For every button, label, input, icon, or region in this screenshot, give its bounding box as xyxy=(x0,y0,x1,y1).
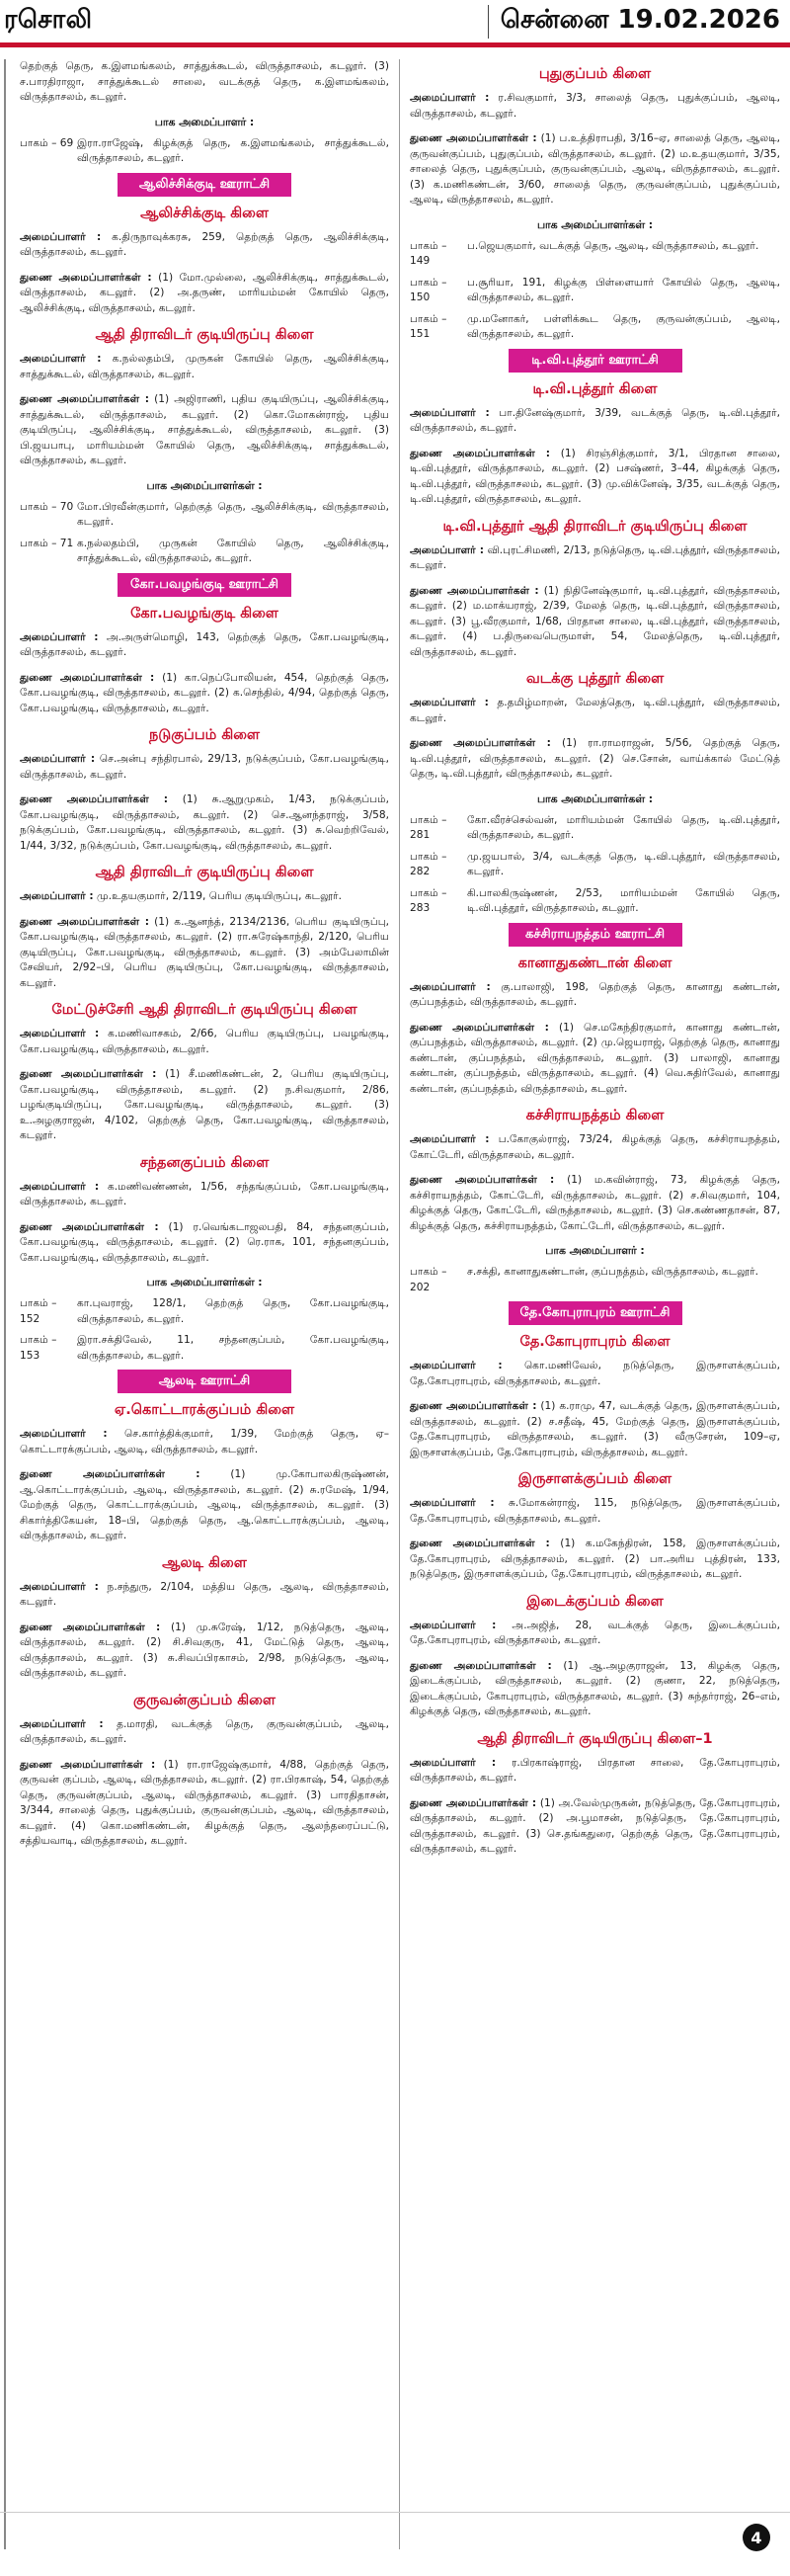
role-label: துணை அமைப்பாளர்கள் : xyxy=(410,1174,555,1186)
branch-title: மேட்டுச்சேரி ஆதி திராவிடர் குடியிருப்பு கிளை xyxy=(51,1002,357,1018)
role-label: அமைப்பாளர் : xyxy=(20,1180,100,1193)
deputies-paragraph xyxy=(410,1173,780,1234)
deputies-paragraph xyxy=(410,1796,780,1858)
organiser-paragraph xyxy=(20,352,389,382)
branch-title: கச்சிராயநத்தம் கிளை xyxy=(525,1108,665,1123)
booth-text: இரா.சக்திவேல், 11, சந்தனகுப்பம், கோ.பவழங்குடி, விருத்தாசலம், கடலூர். xyxy=(77,1334,389,1362)
booth-text: ப.சூரியா, 191, கிழக்கு பிள்ளையார் கோயில் தெரு, ஆலடி, விருத்தாசலம், கடலூர். xyxy=(467,276,780,303)
dateline: சென்னை 19.02.2026 xyxy=(500,5,780,35)
role-label: துணை அமைப்பாளர்கள் : xyxy=(410,584,539,597)
booth-number: பாகம் – 151 xyxy=(410,312,447,340)
deputies-text: (1) க.ஆனந்த், 2134/2136, பெரிய குடியிருப்பு, கோ.பவழங்குடி, விருத்தாசலம், கடலூர். (2) ரா.சுரேஷ்காந்தி, 2/120, பெரிய குடியிருப்பு, கோ.பவழங்குடி, விருத்தாசலம், கடலூர். (3) அம்பேலாமின் சேவியர், 2/92–பி, பெரிய குடியிருப்பு, கோ.பவழங்குடி, விருத்தாசலம், கடலூர். xyxy=(20,915,390,989)
footer-rule xyxy=(0,2512,790,2513)
branch-title: தே.கோபுராபுரம் கிளை xyxy=(519,1334,671,1350)
page-number: 4 xyxy=(743,2524,770,2551)
branch-title: ஆதி திராவிடர் குடியிருப்பு கிளை–1 xyxy=(477,1730,713,1747)
booth-heading: பாக அமைப்பாளர்கள் : xyxy=(536,791,654,805)
booth-entry xyxy=(20,1296,389,1327)
booth-number: பாகம் – 152 xyxy=(20,1297,57,1325)
organiser-text: செ.கார்த்திக்குமார், 1/39, மேற்குத் தெரு, ஏ–கொட்டாரக்குப்பம், ஆலடி, விருத்தாசலம், கடலூர். xyxy=(20,1428,389,1455)
branch-title: ஆலடி கிளை xyxy=(162,1554,247,1571)
booth-entry xyxy=(410,850,780,880)
booth-text: மு.ஜயபால், 3/4, வடக்குத் தெரு, டி.வி.புத்தூர், விருத்தாசலம், கடலூர். xyxy=(467,850,780,877)
role-label: அமைப்பாளர் : xyxy=(410,1756,497,1769)
branch-title: குருவன்குப்பம் கிளை xyxy=(133,1692,276,1708)
role-label: துணை அமைப்பாளர்கள் : xyxy=(410,1021,549,1034)
role-label: அமைப்பாளர் : xyxy=(20,230,102,243)
booth-number: பாகம் – 71 xyxy=(20,537,74,549)
role-label: துணை அமைப்பாளர்கள் : xyxy=(20,393,149,405)
deputies-paragraph xyxy=(410,1659,780,1720)
booth-heading: பாக அமைப்பாளர்கள் : xyxy=(536,217,654,231)
panchayat-band: கோ.பவழங்குடி ஊராட்சி xyxy=(118,573,291,597)
organiser-text: கு.பாலாஜி, 198, தெற்குத் தெரு, கானாது கண்டான், குப்பநத்தம், விருத்தாசலம், கடலூர். xyxy=(410,980,780,1008)
role-label: துணை அமைப்பாளர்கள் : xyxy=(20,1620,161,1633)
deputies-text: (1) அ.வேல்முருகன், நடுத்தெரு, தே.கோபுராபுரம், விருத்தாசலம், கடலூர். (2) அ.பூமாசன், நடுத்தெரு, தே.கோபுராபுரம், விருத்தாசலம், கடலூர். (3) செ.தங்கதுரை, தெற்குத் தெரு, தே.கோபுராபுரம், விருத்தாசலம், கடலூர். xyxy=(410,1796,781,1855)
deputies-text: (1) ம.கவின்ராஜ், 73, கிழக்குத் தெரு, கச்சிராயநத்தம், கோட்டேரி, விருத்தாசலம், கடலூர். (2) ச.சிவகுமார், 104, கிழக்குத் தெரு, கோட்டேரி, விருத்தாசலம், கடலூர். (3) செ.கண்ணதாசன், 87, கிழக்குத் தெரு, கச்சிராயநத்தம், கோட்டேரி, விருத்தாசலம், கடலூர். xyxy=(410,1174,780,1232)
role-label: அமைப்பாளர் : xyxy=(410,543,484,556)
organiser-text: த.தமிழ்மாறன், மேலத்தெரு, டி.வி.புத்தூர், விருத்தாசலம், கடலூர். xyxy=(410,697,780,724)
organiser-paragraph xyxy=(410,91,780,122)
role-label: துணை அமைப்பாளர்கள் : xyxy=(410,1537,550,1549)
organiser-paragraph xyxy=(410,980,780,1011)
organiser-text: கொ.மணிவேல், நடுத்தெரு, இருசாளக்குப்பம், தே.கோபுராபுரம், விருத்தாசலம், கடலூர். xyxy=(410,1360,780,1387)
booth-number: பாகம் – 282 xyxy=(410,850,447,877)
branch-title: நடுகுப்பம் கிளை xyxy=(148,727,261,743)
booth-entry xyxy=(20,1333,389,1364)
organiser-text: செ.அன்பு சந்திரபால், 29/13, நடுக்குப்பம், கோ.பவழங்குடி, விருத்தாசலம், கடலூர். xyxy=(20,753,389,781)
deputies-paragraph xyxy=(20,671,389,717)
booth-heading: பாக அமைப்பாளர் : xyxy=(545,1244,645,1257)
booth-entry xyxy=(410,813,780,844)
booth-heading: பாக அமைப்பாளர் : xyxy=(154,115,255,128)
organiser-text: ர.சிவகுமார், 3/3, சாலைத் தெரு, புதுக்குப்பம், ஆலடி, விருத்தாசலம், கடலூர். xyxy=(410,92,780,120)
deputies-paragraph xyxy=(20,392,389,469)
deputies-paragraph xyxy=(20,1758,389,1850)
deputies-paragraph xyxy=(410,584,780,661)
role-label: துணை அமைப்பாளர்கள் : xyxy=(410,1796,537,1809)
deputies-text: (1) நிதினேஷ்குமார், டி.வி.புத்தூர், விருத்தாசலம், கடலூர். (2) ம.மாக்யராஜ், 2/39, மேலத் தெரு, டி.வி.புத்தூர், விருத்தாசலம், கடலூர். (3) பூ.வீரகுமார், 1/68, பிரதான சாலை, டி.வி.புத்தூர், விருத்தாசலம், கடலூர். (4) ப.திருவைபெருமாள், 54, மேலத்தெரு, டி.வி.புத்தூர், விருத்தாசலம், கடலூர். xyxy=(410,584,781,658)
deputies-text: (1) சு.ஆறுமுகம், 1/43, நடுக்குப்பம், கோ.பவழங்குடி, விருத்தாசலம், கடலூர். (2) செ.ஆனந்தராஜ், 3/58, நடுக்குப்பம், கோ.பவழங்குடி, விருத்தாசலம், கடலூர். (3) சு.வெற்றிவேல், 1/44, 3/32, நடுக்குப்பம், கோ.பவழங்குடி, விருத்தாசலம், கடலூர். xyxy=(20,793,389,852)
organiser-paragraph xyxy=(20,1027,389,1057)
organiser-text: அ.அருள்மொழி, 143, தெற்குத் தெரு, கோ.பவழங்குடி, விருத்தாசலம், கடலூர். xyxy=(20,630,389,658)
role-label: அமைப்பாளர் : xyxy=(410,697,489,708)
booth-number: பாகம் – 150 xyxy=(410,276,447,303)
booth-text: க.நல்லதம்பி, முருகன் கோயில் தெரு, ஆலிச்சிக்குடி, சாத்துக்கூடல், விருத்தாசலம், கடலூர். xyxy=(77,537,389,564)
panchayat-band: ஆலடி ஊராட்சி xyxy=(118,1370,291,1393)
organiser-text: ர.பிரகாஷ்ராஜ், பிரதான சாலை, தே.கோபுராபுரம், விருத்தாசலம், கடலூர். xyxy=(410,1756,780,1784)
role-label: அமைப்பாளர் : xyxy=(410,1133,490,1145)
organiser-paragraph xyxy=(20,630,389,661)
intro-paragraph: தெற்குத் தெரு, க.இளமங்கலம், சாத்துக்கூடல், விருத்தாசலம், கடலூர். (3) ச.பாரதிராஜா, சாத்துக்கூடல் சாலை, வடக்குத் தெரு, க.இளமங்கலம், விருத்தாசலம், கடலூர். xyxy=(20,60,389,103)
panchayat-band: ஆலிச்சிக்குடி ஊராட்சி xyxy=(118,173,291,197)
deputies-text: (1) மு.கோபாலகிருஷ்ணன், ஆ.கொட்டாரக்குப்பம், ஆலடி, விருத்தாசலம், கடலூர். (2) சு.ரமேஷ், 1/94, மேற்குத் தெரு, கொட்டாரக்குப்பம், ஆலடி, விருத்தாசலம், கடலூர். (3) சிகார்த்திகேயன், 18–பி, தெற்குத் தெரு, ஆ.கொட்டாரக்குப்பம், ஆலடி, விருத்தாசலம், கடலூர். xyxy=(20,1468,389,1541)
column-divider xyxy=(399,59,400,2549)
branch-title: இடைக்குப்பம் கிளை xyxy=(526,1593,664,1610)
organiser-paragraph xyxy=(410,1496,780,1527)
role-label: துணை அமைப்பாளர்கள் : xyxy=(20,1068,157,1080)
dateline-group xyxy=(488,5,780,39)
masthead xyxy=(0,0,790,47)
deputies-paragraph xyxy=(20,1220,389,1267)
branch-title: புதுகுப்பம் கிளை xyxy=(538,66,652,82)
deputies-text: (1) மோ.முல்லை, ஆலிச்சிக்குடி, சாத்துக்கூடல், விருத்தாசலம், கடலூர். (2) அ.தருண், மாரியம்மன் கோயில் தெரு, ஆலிச்சிக்குடி, விருத்தாசலம், கடலூர். xyxy=(20,271,389,314)
deputies-text: (1) ஆ.அழகுராஜன், 13, கிழக்கு தெரு, இடைக்குப்பம், விருத்தாசலம், கடலூர். (2) குணா, 22, நடுத்தெரு, இடைக்குப்பம், கோபுராபுரம், விருத்தாசலம், கடலூர். (3) சுந்தர்ராஜ், 26–எம், கிழக்குத் தெரு, விருத்தாசலம், கடலூர். xyxy=(410,1659,781,1717)
deputies-text: (1) ரா.ராஜேஷ்குமார், 4/88, தெற்குத் தெரு, குருவன் குப்பம், ஆலடி, விருத்தாசலம், கடலூர். (2) ரா.பிரகாஷ், 54, தெற்குத் தெரு, குருவன்குப்பம், ஆலடி, விருத்தாசலம், கடலூர். (3) பாரதிதாசன், 3/344, சாலைத் தெரு, புதுக்குப்பம், குருவன்குப்பம், ஆலடி, விருத்தாசலம், கடலூர். (4) கொ.மணிகண்டன், கிழக்குத் தெரு, ஆலந்தரைப்பட்டு, சத்தியவாடி, விருத்தாசலம், கடலூர். xyxy=(20,1758,389,1847)
booth-heading: பாக அமைப்பாளர்கள் : xyxy=(146,478,263,492)
role-label: அமைப்பாளர் : xyxy=(410,1619,497,1631)
branch-title: ஆலிச்சிக்குடி கிளை xyxy=(140,205,269,221)
organiser-paragraph xyxy=(410,696,780,726)
deputies-text: (1) சீ.மணிகண்டன், 2, பெரிய குடியிருப்பு, கோ.பவழங்குடி, விருத்தாசலம், கடலூர். (2) ந.சிவகுமார், 2/86, பழங்குடியிருப்பு, கோ.பவழங்குடி, விருத்தாசலம், கடலூர். (3) உ.அழகுராஜன், 4/102, தெற்குத் தெரு, கோ.பவழங்குடி, விருத்தாசலம், கடலூர். xyxy=(20,1068,389,1141)
deputies-text: (1) அஜிராணி, புதிய குடியிருப்பு, ஆலிச்சிக்குடி, சாத்துக்கூடல், விருத்தாசலம், கடலூர். (2) கொ.மோகன்ராஜ், புதிய குடியிருப்பு, ஆலிச்சிக்குடி, சாத்துக்கூடல், விருத்தாசலம், கடலூர். (3) பி.ஜயபாபு, மாரியம்மன் கோயில் தெரு, ஆலிச்சிக்குடி, சாத்துக்கூடல், விருத்தாசலம், கடலூர். xyxy=(20,393,389,466)
booth-text: மோ.பிரவீன்குமார், தெற்குத் தெரு, ஆலிச்சிக்குடி, விருத்தாசலம், கடலூர். xyxy=(77,500,389,528)
branch-title: இருசாளக்குப்பம் கிளை xyxy=(517,1471,672,1487)
role-label: அமைப்பாளர் : xyxy=(20,353,102,365)
organiser-text: மு.உதயகுமார், 2/119, பெரிய குடியிருப்பு, கடலூர். xyxy=(93,890,342,902)
booth-number: பாகம் – 70 xyxy=(20,500,74,513)
role-label: அமைப்பாளர் : xyxy=(20,753,96,765)
deputies-text: (1) ப.உத்திராபதி, 3/16–ஏ, சாலைத் தெரு, ஆலடி, குருவன்குப்பம், புதுகுப்பம், விருத்தாசலம், கடலூர். (2) ம.உதயகுமார், 3/35, சாலைத் தெரு, புதுக்குப்பம், குருவன்குப்பம், ஆலடி, விருத்தாசலம், கடலூர். (3) க.மணிகண்டன், 3/60, சாலைத் தெரு, குருவன்குப்பம், புதுக்குப்பம், ஆலடி, விருத்தாசலம், கடலூர். xyxy=(410,132,781,206)
role-label: அமைப்பாளர் : xyxy=(410,92,490,104)
role-label: அமைப்பாளர் : xyxy=(20,1428,108,1440)
branch-title: டி.வி.புத்தூர் ஆதி திராவிடர் குடியிருப்பு கிளை xyxy=(442,518,748,535)
header-separator xyxy=(488,5,489,39)
booth-heading: பாக அமைப்பாளர்கள் : xyxy=(146,1276,263,1288)
role-label: துணை அமைப்பாளர்கள் : xyxy=(20,1468,200,1480)
panchayat-band: தே.கோபுராபுரம் ஊராட்சி xyxy=(509,1301,682,1325)
booth-text: கோ.வீரச்செல்வன், மாரியம்மன் கோயில் தெரு, டி.வி.புத்தூர், விருத்தாசலம், கடலூர். xyxy=(467,813,780,841)
branch-title: டி.வி.புத்தூர் கிளை xyxy=(532,380,658,397)
role-label: துணை அமைப்பாளர்கள் : xyxy=(20,915,149,928)
booth-entry xyxy=(410,886,780,917)
organiser-text: பா.தினேஷ்குமார், 3/39, வடக்குத் தெரு, டி.வி.புத்தூர், விருத்தாசலம், கடலூர். xyxy=(410,406,780,434)
role-label: துணை அமைப்பாளர்கள் : xyxy=(20,1220,159,1233)
role-label: அமைப்பாளர் : xyxy=(410,1360,503,1371)
role-label: துணை அமைப்பாளர்கள் : xyxy=(20,271,152,284)
deputies-paragraph xyxy=(410,131,780,208)
deputies-paragraph xyxy=(410,1399,780,1460)
branch-title: கானாதுகண்டான் கிளை xyxy=(517,955,672,971)
role-label: அமைப்பாளர் : xyxy=(20,1028,100,1039)
role-label: அமைப்பாளர் : xyxy=(20,1580,99,1593)
organiser-paragraph xyxy=(20,230,389,261)
booth-entry xyxy=(410,312,780,343)
booth-text: மு.மனோகர், பள்ளிக்கூட தெரு, குருவன்குப்பம், ஆலடி, விருத்தாசலம், கடலூர். xyxy=(467,312,780,340)
role-label: துணை அமைப்பாளர்கள் : xyxy=(410,447,551,459)
role-label: அமைப்பாளர் : xyxy=(20,630,99,643)
role-label: அமைப்பாளர் : xyxy=(410,1497,495,1509)
deputies-text: (1) ரா.ராமராஜன், 5/56, தெற்குத் தெரு, டி.வி.புத்தூர், விருத்தாசலம், கடலூர். (2) செ.சோன், வாய்க்கால் மேட்டுத் தெரு, டி.வி.புத்தூர், விருத்தாசலம், கடலூர். xyxy=(410,737,780,780)
booth-number: பாகம் – 283 xyxy=(410,886,447,914)
role-label: துணை அமைப்பாளர்கள் : xyxy=(410,737,551,749)
panchayat-band: கச்சிராயநத்தம் ஊராட்சி xyxy=(509,923,682,947)
branch-title: ஏ.கொட்டாரக்குப்பம் கிளை xyxy=(114,1402,295,1418)
branch-title: கோ.பவழங்குடி கிளை xyxy=(130,605,278,622)
organiser-paragraph xyxy=(20,1427,389,1457)
organiser-paragraph xyxy=(410,1619,780,1649)
branch-title: வடக்கு புத்தூர் கிளை xyxy=(525,671,665,687)
deputies-paragraph xyxy=(410,736,780,783)
booth-text: கி.பாலகிருஷ்ணன், 2/53, மாரியம்மன் கோயில் தெரு, டி.வி.புத்தூர், விருத்தாசலம், கடலூர். xyxy=(467,886,780,914)
deputies-paragraph xyxy=(20,1620,389,1682)
organiser-text: வி.புரட்சிமணி, 2/13, நடுத்தெரு, டி.வி.புத்தூர், விருத்தாசலம், கடலூர். xyxy=(410,543,780,571)
booth-number: பாகம் – 153 xyxy=(20,1334,57,1362)
booth-text: ச.சக்தி, கானாதுகண்டான், குப்பநத்தம், விருத்தாசலம், கடலூர். xyxy=(467,1266,759,1278)
organiser-paragraph xyxy=(20,1180,389,1210)
organiser-paragraph xyxy=(20,1717,389,1748)
organiser-paragraph xyxy=(410,406,780,437)
paper-name: ரசொலி xyxy=(4,5,93,35)
role-label: அமைப்பாளர் : xyxy=(410,406,490,419)
booth-number: பாகம் – 202 xyxy=(410,1266,447,1293)
role-label: துணை அமைப்பாளர்கள் : xyxy=(20,1758,156,1771)
deputies-paragraph xyxy=(20,915,389,992)
organiser-text: த.மாரதி, வடக்குத் தெரு, குருவன்குப்பம், ஆலடி, விருத்தாசலம், கடலூர். xyxy=(20,1717,389,1745)
deputies-paragraph xyxy=(20,271,389,317)
role-label: துணை அமைப்பாளர்கள் : xyxy=(410,1400,537,1412)
booth-text: இரா.ராஜேஷ், கிழக்குத் தெரு, க.இளமங்கலம், சாத்துக்கூடல், விருத்தாசலம், கடலூர். xyxy=(77,136,389,164)
panchayat-band: டி.வி.புத்தூர் ஊராட்சி xyxy=(509,349,682,373)
deputies-text: (1) செ.மகேந்திரகுமார், கானாது கண்டான், குப்பநத்தம், விருத்தாசலம், கடலூர். (2) மு.ஜெயராஜ், தெற்குத் தெரு, கானாது கண்டான், குப்பநத்தம், விருத்தாசலம், கடலூர். (3) பாலாஜி, கானாது கண்டான், குப்பநத்தம், விருத்தாசலம், கடலூர். (4) வெ.சுதிர்வேல், கானாது கண்டான், குப்பநத்தம், விருத்தாசலம், கடலூர். xyxy=(410,1021,781,1095)
booth-number: பாகம் – 281 xyxy=(410,813,447,841)
branch-title: ஆதி திராவிடர் குடியிருப்பு கிளை xyxy=(95,327,314,343)
organiser-text: அ.அஜித், 28, வடக்குத் தெரு, இடைக்குப்பம், தே.கோபுராபுரம், விருத்தாசலம், கடலூர். xyxy=(410,1619,780,1646)
booth-number: பாகம் – 69 xyxy=(20,136,74,149)
deputies-text: (1) கா.நெப்போலியன், 454, தெற்குத் தெரு, கோ.பவழங்குடி, விருத்தாசலம், கடலூர். (2) க.செந்தில், 4/94, தெற்குத் தெரு, கோ.பவழங்குடி, விருத்தாசலம், கடலூர். xyxy=(20,671,389,714)
right-column xyxy=(410,59,780,1868)
organiser-paragraph xyxy=(20,1580,389,1611)
deputies-paragraph xyxy=(20,792,389,854)
deputies-text: (1) க.மகேந்திரன், 158, இருசாளக்குப்பம், தே.கோபுராபுரம், விருத்தாசலம், கடலூர். (2) பா.அரிய புத்திரன், 133, நடுத்தெரு, இருசாளக்குப்பம், தே.கோபுராபுரம், விருத்தாசலம், கடலூர். xyxy=(410,1537,780,1580)
role-label: அமைப்பாளர் : xyxy=(20,1717,104,1730)
organiser-text: க.நல்லதம்பி, முருகன் கோயில் தெரு, ஆலிச்சிக்குடி, சாத்துக்கூடல், விருத்தாசலம், கடலூர். xyxy=(20,353,389,380)
deputies-text: (1) மு.சுரேஷ், 1/12, நடுத்தெரு, ஆலடி, விருத்தாசலம், கடலூர். (2) சி.சிவகுரு, 41, மேட்டுத் தெரு, ஆலடி, விருத்தாசலம், கடலூர். (3) சு.சிவப்பிரகாசம், 2/98, நடுத்தெரு, ஆலடி, விருத்தாசலம், கடலூர். xyxy=(20,1620,390,1679)
deputies-paragraph xyxy=(20,1067,389,1144)
organiser-paragraph xyxy=(20,889,389,905)
left-column xyxy=(20,59,389,1860)
organiser-text: க.மணிவண்ணன், 1/56, சந்தங்குப்பம், கோ.பவழங்குடி, விருத்தாசலம், கடலூர். xyxy=(20,1180,389,1207)
deputies-paragraph xyxy=(410,1537,780,1583)
article-body xyxy=(0,47,790,2547)
organiser-text: ந.சந்துரு, 2/104, மத்திய தெரு, ஆலடி, விருத்தாசலம், கடலூர். xyxy=(20,1580,389,1608)
deputies-text: (1) க.ராமு, 47, வடக்குத் தெரு, இருசாளக்குப்பம், விருத்தாசலம், கடலூர். (2) ச.சதீஷ், 45, மேற்குத் தெரு, இருசாளக்குப்பம், தே.கோபுராபுரம், விருத்தாசலம், கடலூர். (3) வீருசேரன், 109–ஏ, இருசாளக்குப்பம், தே.கோபுராபுரம், விருத்தாசலம், கடலூர். xyxy=(410,1400,780,1458)
role-label: துணை அமைப்பாளர்கள் : xyxy=(20,793,169,805)
branch-title: சந்தனகுப்பம் கிளை xyxy=(139,1154,270,1171)
role-label: துணை அமைப்பாளர்கள் : xyxy=(410,1659,552,1672)
organiser-paragraph xyxy=(410,1359,780,1389)
left-margin-rule xyxy=(4,59,6,2549)
deputies-paragraph xyxy=(410,447,780,508)
booth-entry xyxy=(20,537,389,567)
role-label: துணை அமைப்பாளர்கள் : xyxy=(410,132,537,144)
booth-entry xyxy=(410,239,780,270)
role-label: துணை அமைப்பாளர்கள் : xyxy=(20,671,155,684)
organiser-paragraph xyxy=(410,1756,780,1787)
organiser-text: சு.மோகன்ராஜ், 115, நடுத்தெரு, இருசாளக்குப்பம், தே.கோபுராபுரம், விருத்தாசலம், கடலூர். xyxy=(410,1497,780,1525)
role-label: அமைப்பாளர் : xyxy=(20,890,94,902)
organiser-paragraph xyxy=(410,543,780,574)
booth-text: ப.ஜெயகுமார், வடக்குத் தெரு, ஆலடி, விருத்தாசலம், கடலூர். xyxy=(467,239,759,252)
booth-entry xyxy=(410,1265,780,1295)
booth-entry xyxy=(20,136,389,167)
deputies-text: (1) ர.வெங்கடாஜலபதி, 84, சந்தனகுப்பம், கோ.பவழங்குடி, விருத்தாசலம், கடலூர். (2) ரெ.ராக, 101, சந்தனகுப்பம், கோ.பவழங்குடி, விருத்தாசலம், கடலூர். xyxy=(20,1220,389,1264)
organiser-text: க.திருநாவுக்கரசு, 259, தெற்குத் தெரு, ஆலிச்சிக்குடி, விருத்தாசலம், கடலூர். xyxy=(20,230,389,258)
deputies-paragraph xyxy=(410,1021,780,1098)
deputies-paragraph xyxy=(20,1467,389,1544)
booth-entry xyxy=(410,276,780,306)
organiser-paragraph xyxy=(410,1132,780,1163)
booth-text: கா.புவராஜ், 128/1, தெற்குத் தெரு, கோ.பவழங்குடி, விருத்தாசலம், கடலூர். xyxy=(77,1297,389,1325)
booth-number: பாகம் – 149 xyxy=(410,239,447,267)
role-label: அமைப்பாளர் : xyxy=(410,980,491,993)
organiser-text: க.மணிவாசகம், 2/66, பெரிய குடியிருப்பு, பவழங்குடி, கோ.பவழங்குடி, விருத்தாசலம், கடலூர். xyxy=(20,1028,389,1055)
booth-entry xyxy=(20,500,389,531)
deputies-text: (1) சிரஞ்சித்குமார், 3/1, பிரதான சாலை, டி.வி.புத்தூர், விருத்தாசலம், கடலூர். (2) பசஷ்ணர், 3–44, கிழக்குத் தெரு, டி.வி.புத்தூர், விருத்தாசலம், கடலூர். (3) மு.விக்னேஷ், 3/35, வடக்குத் தெரு, டி.வி.புத்தூர், விருத்தாசலம், கடலூர். xyxy=(410,447,780,505)
organiser-paragraph xyxy=(20,752,389,783)
branch-title: ஆதி திராவிடர் குடியிருப்பு கிளை xyxy=(95,865,314,880)
organiser-text: ப.கோகுல்ராஜ், 73/24, கிழக்குத் தெரு, கச்சிராயநத்தம், கோட்டேரி, விருத்தாசலம், கடலூர். xyxy=(410,1133,780,1161)
